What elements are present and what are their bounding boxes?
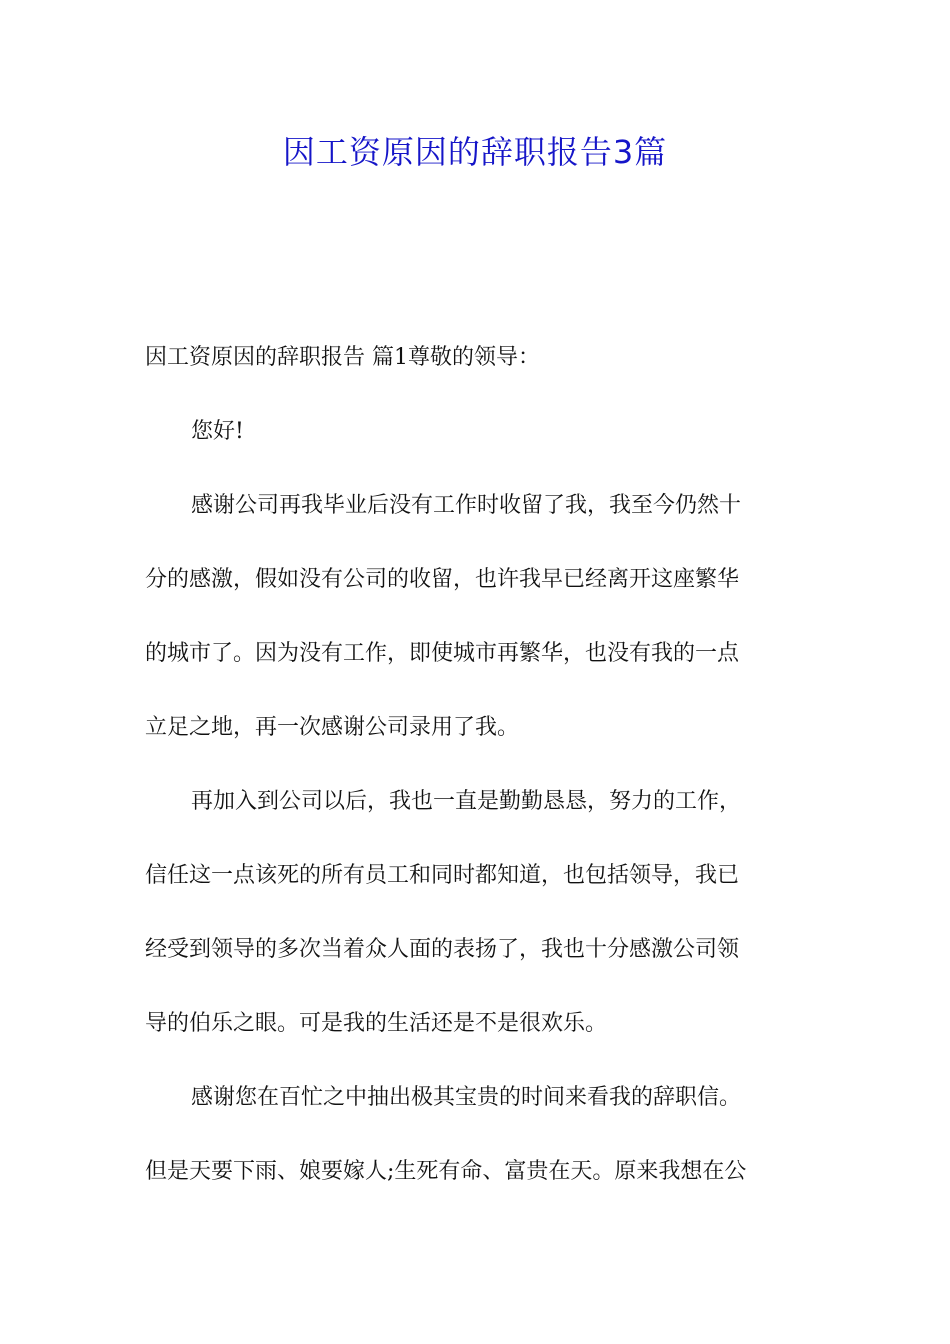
paragraph-2 xyxy=(145,783,805,1079)
text-line: 分的感激，假如没有公司的收留，也许我早已经离开这座繁华 xyxy=(145,567,740,592)
text-line: 感谢公司再我毕业后没有工作时收留了我，我至今仍然十 xyxy=(191,493,742,518)
heading-line xyxy=(145,339,805,413)
text-line: 因工资原因的辞职报告 篇1尊敬的领导： xyxy=(145,345,540,370)
greeting xyxy=(145,413,805,487)
text-line: 但是天要下雨、娘要嫁人;生死有命、富贵在天。原来我想在公 xyxy=(145,1159,747,1184)
text-line: 经受到领导的多次当着众人面的表扬了，我也十分感激公司领 xyxy=(145,937,740,962)
text-line: 导的伯乐之眼。可是我的生活还是不是很欢乐。 xyxy=(145,1011,608,1036)
text-line: 的城市了。因为没有工作，即使城市再繁华，也没有我的一点 xyxy=(145,641,740,666)
text-line: 立足之地，再一次感谢公司录用了我。 xyxy=(145,715,520,740)
document-title: 因工资原因的辞职报告3篇 xyxy=(282,133,668,171)
document-body xyxy=(145,339,805,1227)
paragraph-3 xyxy=(145,1079,805,1227)
text-line: 信任这一点该死的所有员工和同时都知道，也包括领导，我已 xyxy=(145,863,740,888)
text-line: 您好! xyxy=(191,419,244,444)
paragraph-1 xyxy=(145,487,805,783)
text-line: 感谢您在百忙之中抽出极其宝贵的时间来看我的辞职信。 xyxy=(191,1085,742,1110)
text-line: 再加入到公司以后，我也一直是勤勤恳恳，努力的工作， xyxy=(191,789,742,814)
